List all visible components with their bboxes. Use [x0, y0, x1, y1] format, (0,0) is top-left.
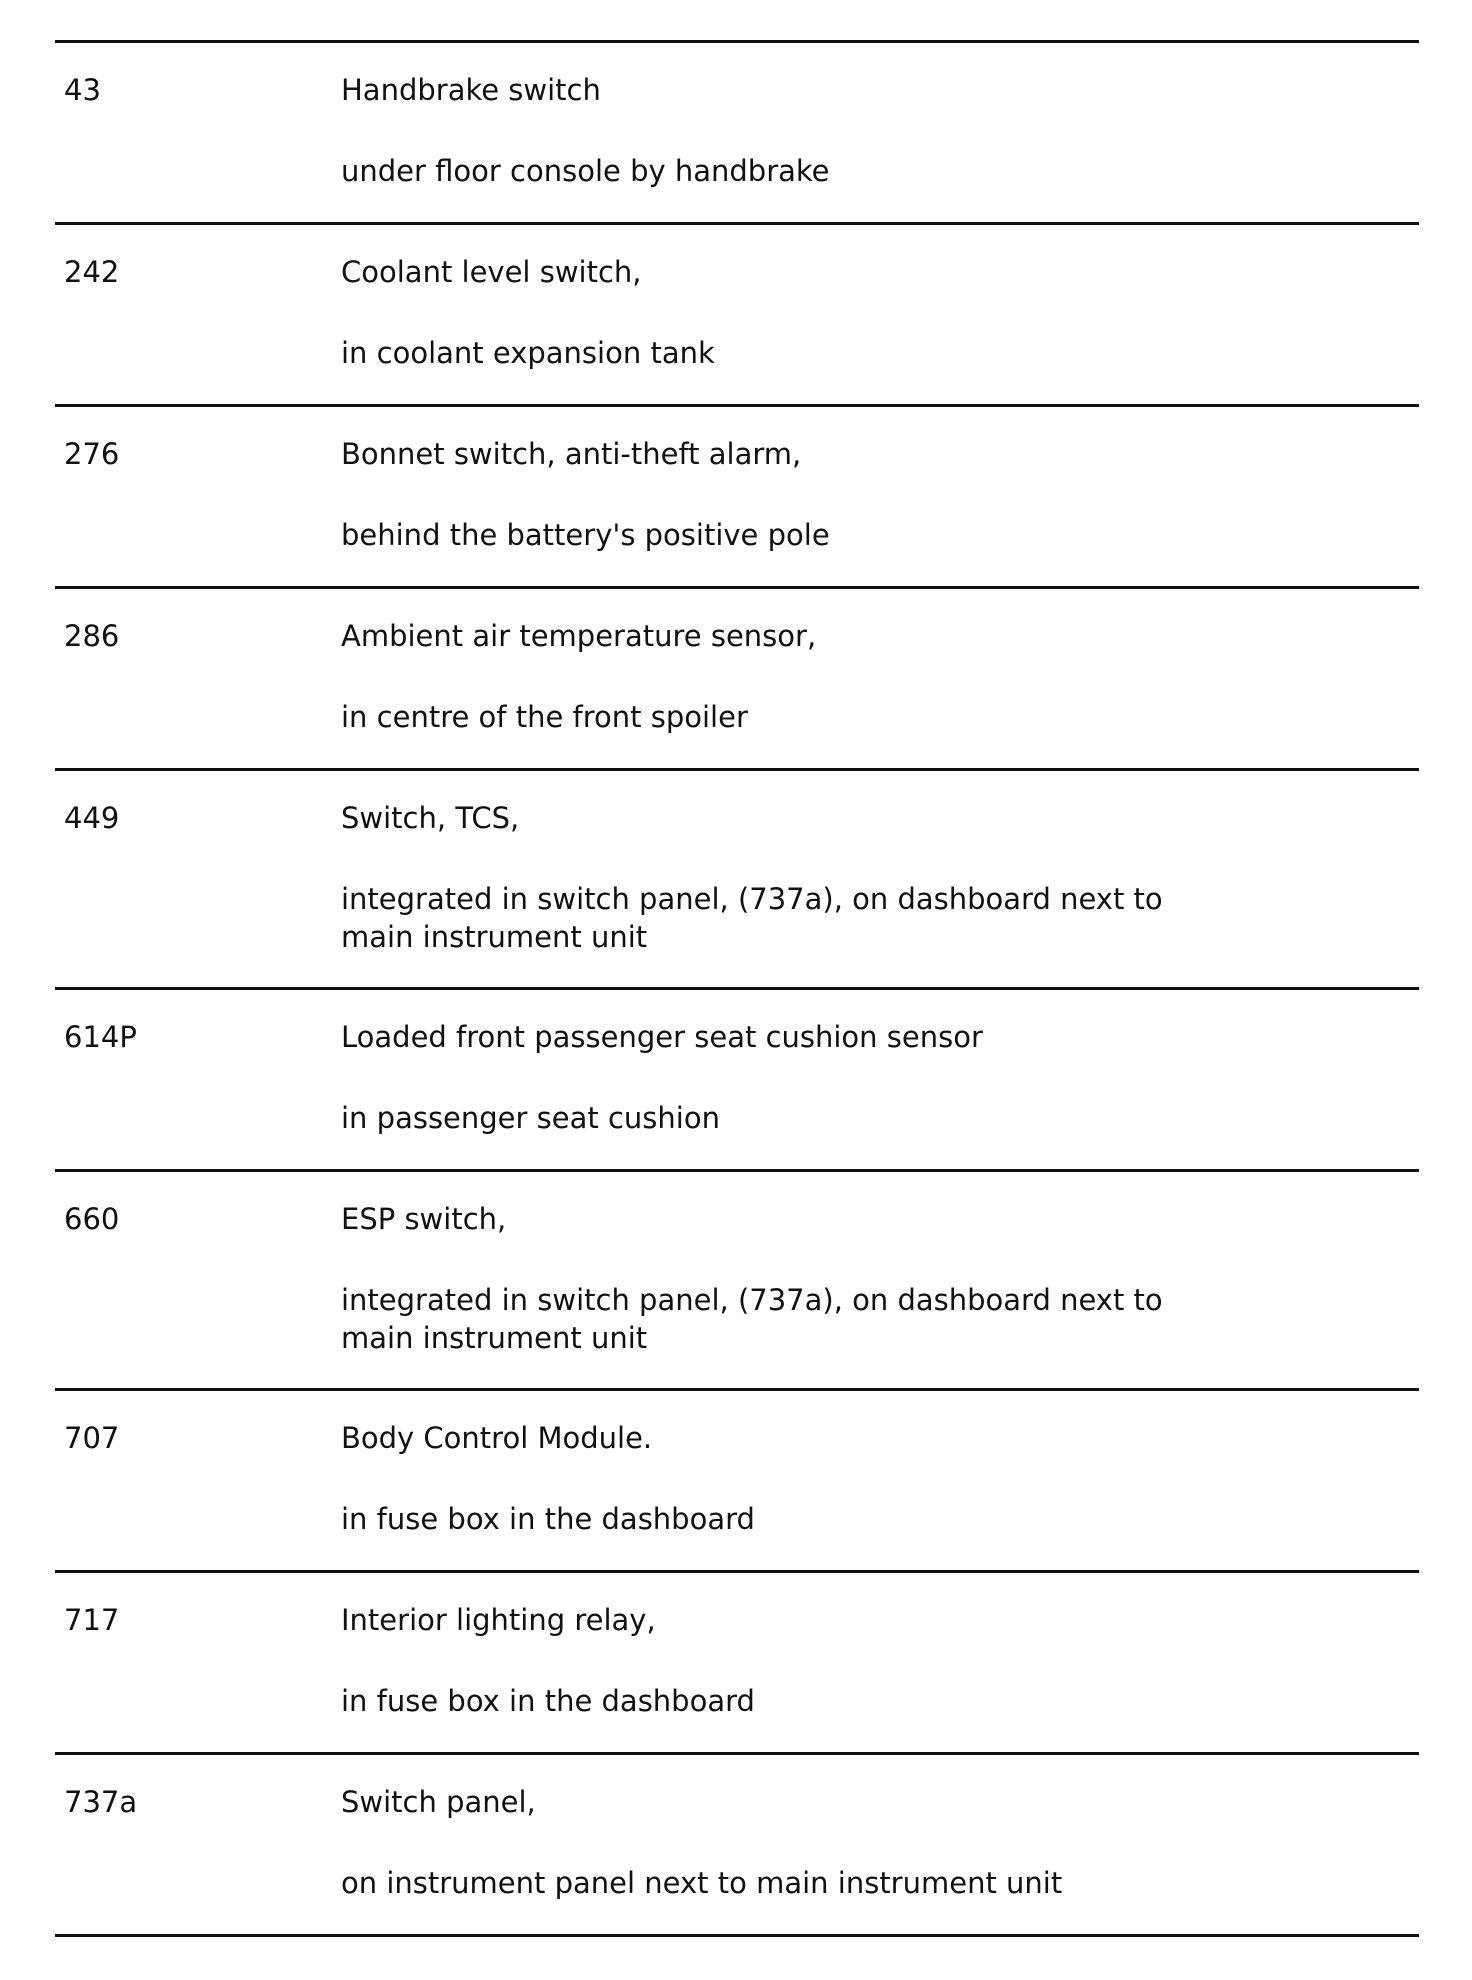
component-description	[341, 43, 1419, 222]
component-location: behind the battery's positive pole	[341, 518, 830, 552]
component-code: 660	[64, 1202, 120, 1236]
component-name: Loaded front passenger seat cushion sensor	[341, 1020, 983, 1054]
component-location: under floor console by handbrake	[341, 154, 830, 188]
component-name: Ambient air temperature sensor,	[341, 619, 817, 653]
component-description	[341, 771, 1419, 987]
table-row	[55, 1573, 1419, 1755]
component-name: Bonnet switch, anti-theft alarm,	[341, 437, 802, 471]
component-description	[341, 1755, 1419, 1934]
component-location: in centre of the front spoiler	[341, 700, 748, 734]
component-code: 707	[64, 1421, 120, 1455]
table-row	[55, 589, 1419, 771]
component-code: 286	[64, 619, 120, 653]
component-description	[341, 589, 1419, 768]
component-name: Body Control Module.	[341, 1421, 653, 1455]
component-location: in passenger seat cushion	[341, 1101, 720, 1135]
table-row	[55, 1391, 1419, 1573]
component-description	[341, 1573, 1419, 1752]
component-code: 276	[64, 437, 120, 471]
component-location: integrated in switch panel, (737a), on dashboard next to main instrument unit	[341, 882, 1163, 954]
table-row	[55, 1172, 1419, 1391]
component-description	[341, 1391, 1419, 1570]
table-row	[55, 771, 1419, 990]
component-location: in fuse box in the dashboard	[341, 1502, 755, 1536]
component-location: in coolant expansion tank	[341, 336, 715, 370]
component-name: Switch, TCS,	[341, 801, 520, 835]
table-row	[55, 407, 1419, 589]
component-name: Handbrake switch	[341, 73, 601, 107]
table-row	[55, 990, 1419, 1172]
component-name: Switch panel,	[341, 1785, 536, 1819]
component-name: ESP switch,	[341, 1202, 507, 1236]
component-code: 43	[64, 73, 101, 107]
table-row	[55, 43, 1419, 225]
table-row	[55, 225, 1419, 407]
component-code: 242	[64, 255, 120, 289]
component-code: 737a	[64, 1785, 138, 1819]
table-row	[55, 1755, 1419, 1937]
component-description	[341, 225, 1419, 404]
component-description	[341, 990, 1419, 1169]
component-name: Interior lighting relay,	[341, 1603, 656, 1637]
component-description	[341, 1172, 1419, 1388]
component-code: 614P	[64, 1020, 137, 1054]
component-location: in fuse box in the dashboard	[341, 1684, 755, 1718]
component-location: on instrument panel next to main instrument unit	[341, 1866, 1063, 1900]
component-code: 449	[64, 801, 120, 835]
component-name: Coolant level switch,	[341, 255, 642, 289]
component-table	[55, 40, 1419, 1937]
component-description	[341, 407, 1419, 586]
component-location: integrated in switch panel, (737a), on dashboard next to main instrument unit	[341, 1283, 1163, 1355]
component-code: 717	[64, 1603, 120, 1637]
